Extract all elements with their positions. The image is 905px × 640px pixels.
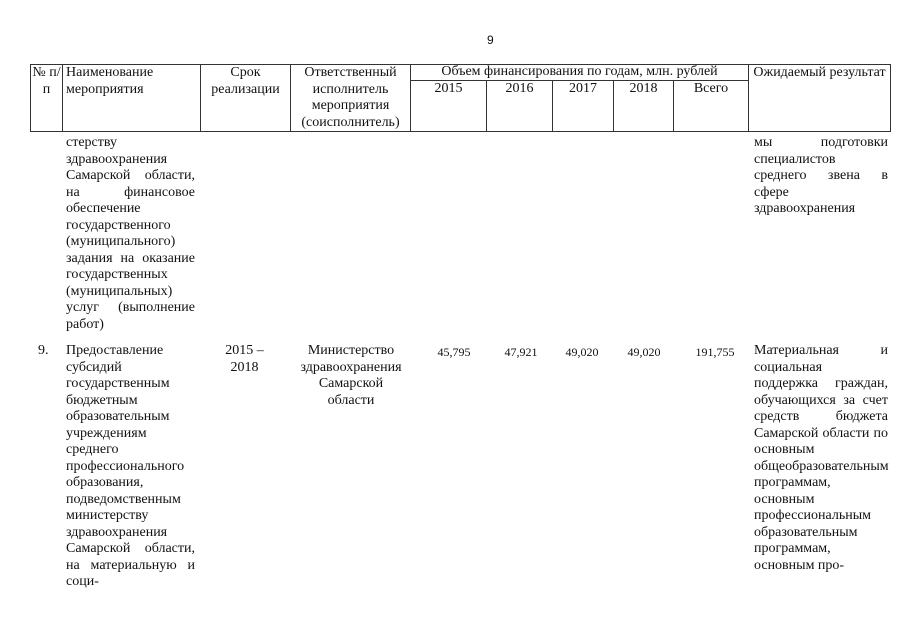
row-9-term: 2015 – 2018 (225, 343, 264, 375)
row-9-result: Материальная и социальная поддержка граждан, обучающихся за счет средств бюджета Самарской области по основным общеобразовательным программам, основным профессиональным образовательным программам, основным про- (754, 343, 889, 573)
header-year-2015: 2015 (434, 81, 463, 96)
header-total: Всего (693, 81, 729, 96)
header-funding: Объем финансирования по годам, млн. рублей (441, 64, 718, 79)
col-divider (62, 64, 63, 132)
header-result: Ожидаемый результат (753, 65, 886, 80)
row-9-2016: 47,921 (504, 345, 538, 359)
col-divider (890, 64, 891, 132)
header-year-2017: 2017 (569, 81, 597, 96)
row-9-2018: 49,020 (627, 345, 661, 359)
row-9-num: 9. (38, 343, 49, 358)
header-name: Наименование мероприятия (66, 65, 154, 97)
header-year-2018: 2018 (629, 81, 658, 96)
row-9-total: 191,755 (695, 345, 735, 359)
row-9-2015: 45,795 (437, 345, 471, 359)
row-9-name: Предоставление субсидий государственным бюджетным образовательным учреждениям среднего профессионального образования, подведомственным министерству здравоохранения Самарской области, на материальную и соци- (66, 343, 195, 589)
row-cont-name: стерству здравоохранения Самарской области, на финансовое обеспечение государственного (муниципального) задания на оказание государственных (муниципальных) услуг (выполнение работ) (66, 135, 195, 332)
row-9-2017: 49,020 (565, 345, 599, 359)
header-term: Срок реализации (211, 65, 280, 97)
page-number: 9 (487, 33, 494, 47)
header-num: № п/п (32, 65, 61, 97)
header-executor: Ответственный исполнитель мероприятия (соисполнитель) (301, 65, 400, 130)
header-year-2016: 2016 (505, 81, 534, 96)
row-9-executor: Министерство здравоохранения Самарской области (300, 343, 402, 408)
header-bottom-border (30, 131, 890, 132)
row-cont-result: мы подготовки специалистов среднего звена в сфере здравоохранения (754, 135, 888, 216)
